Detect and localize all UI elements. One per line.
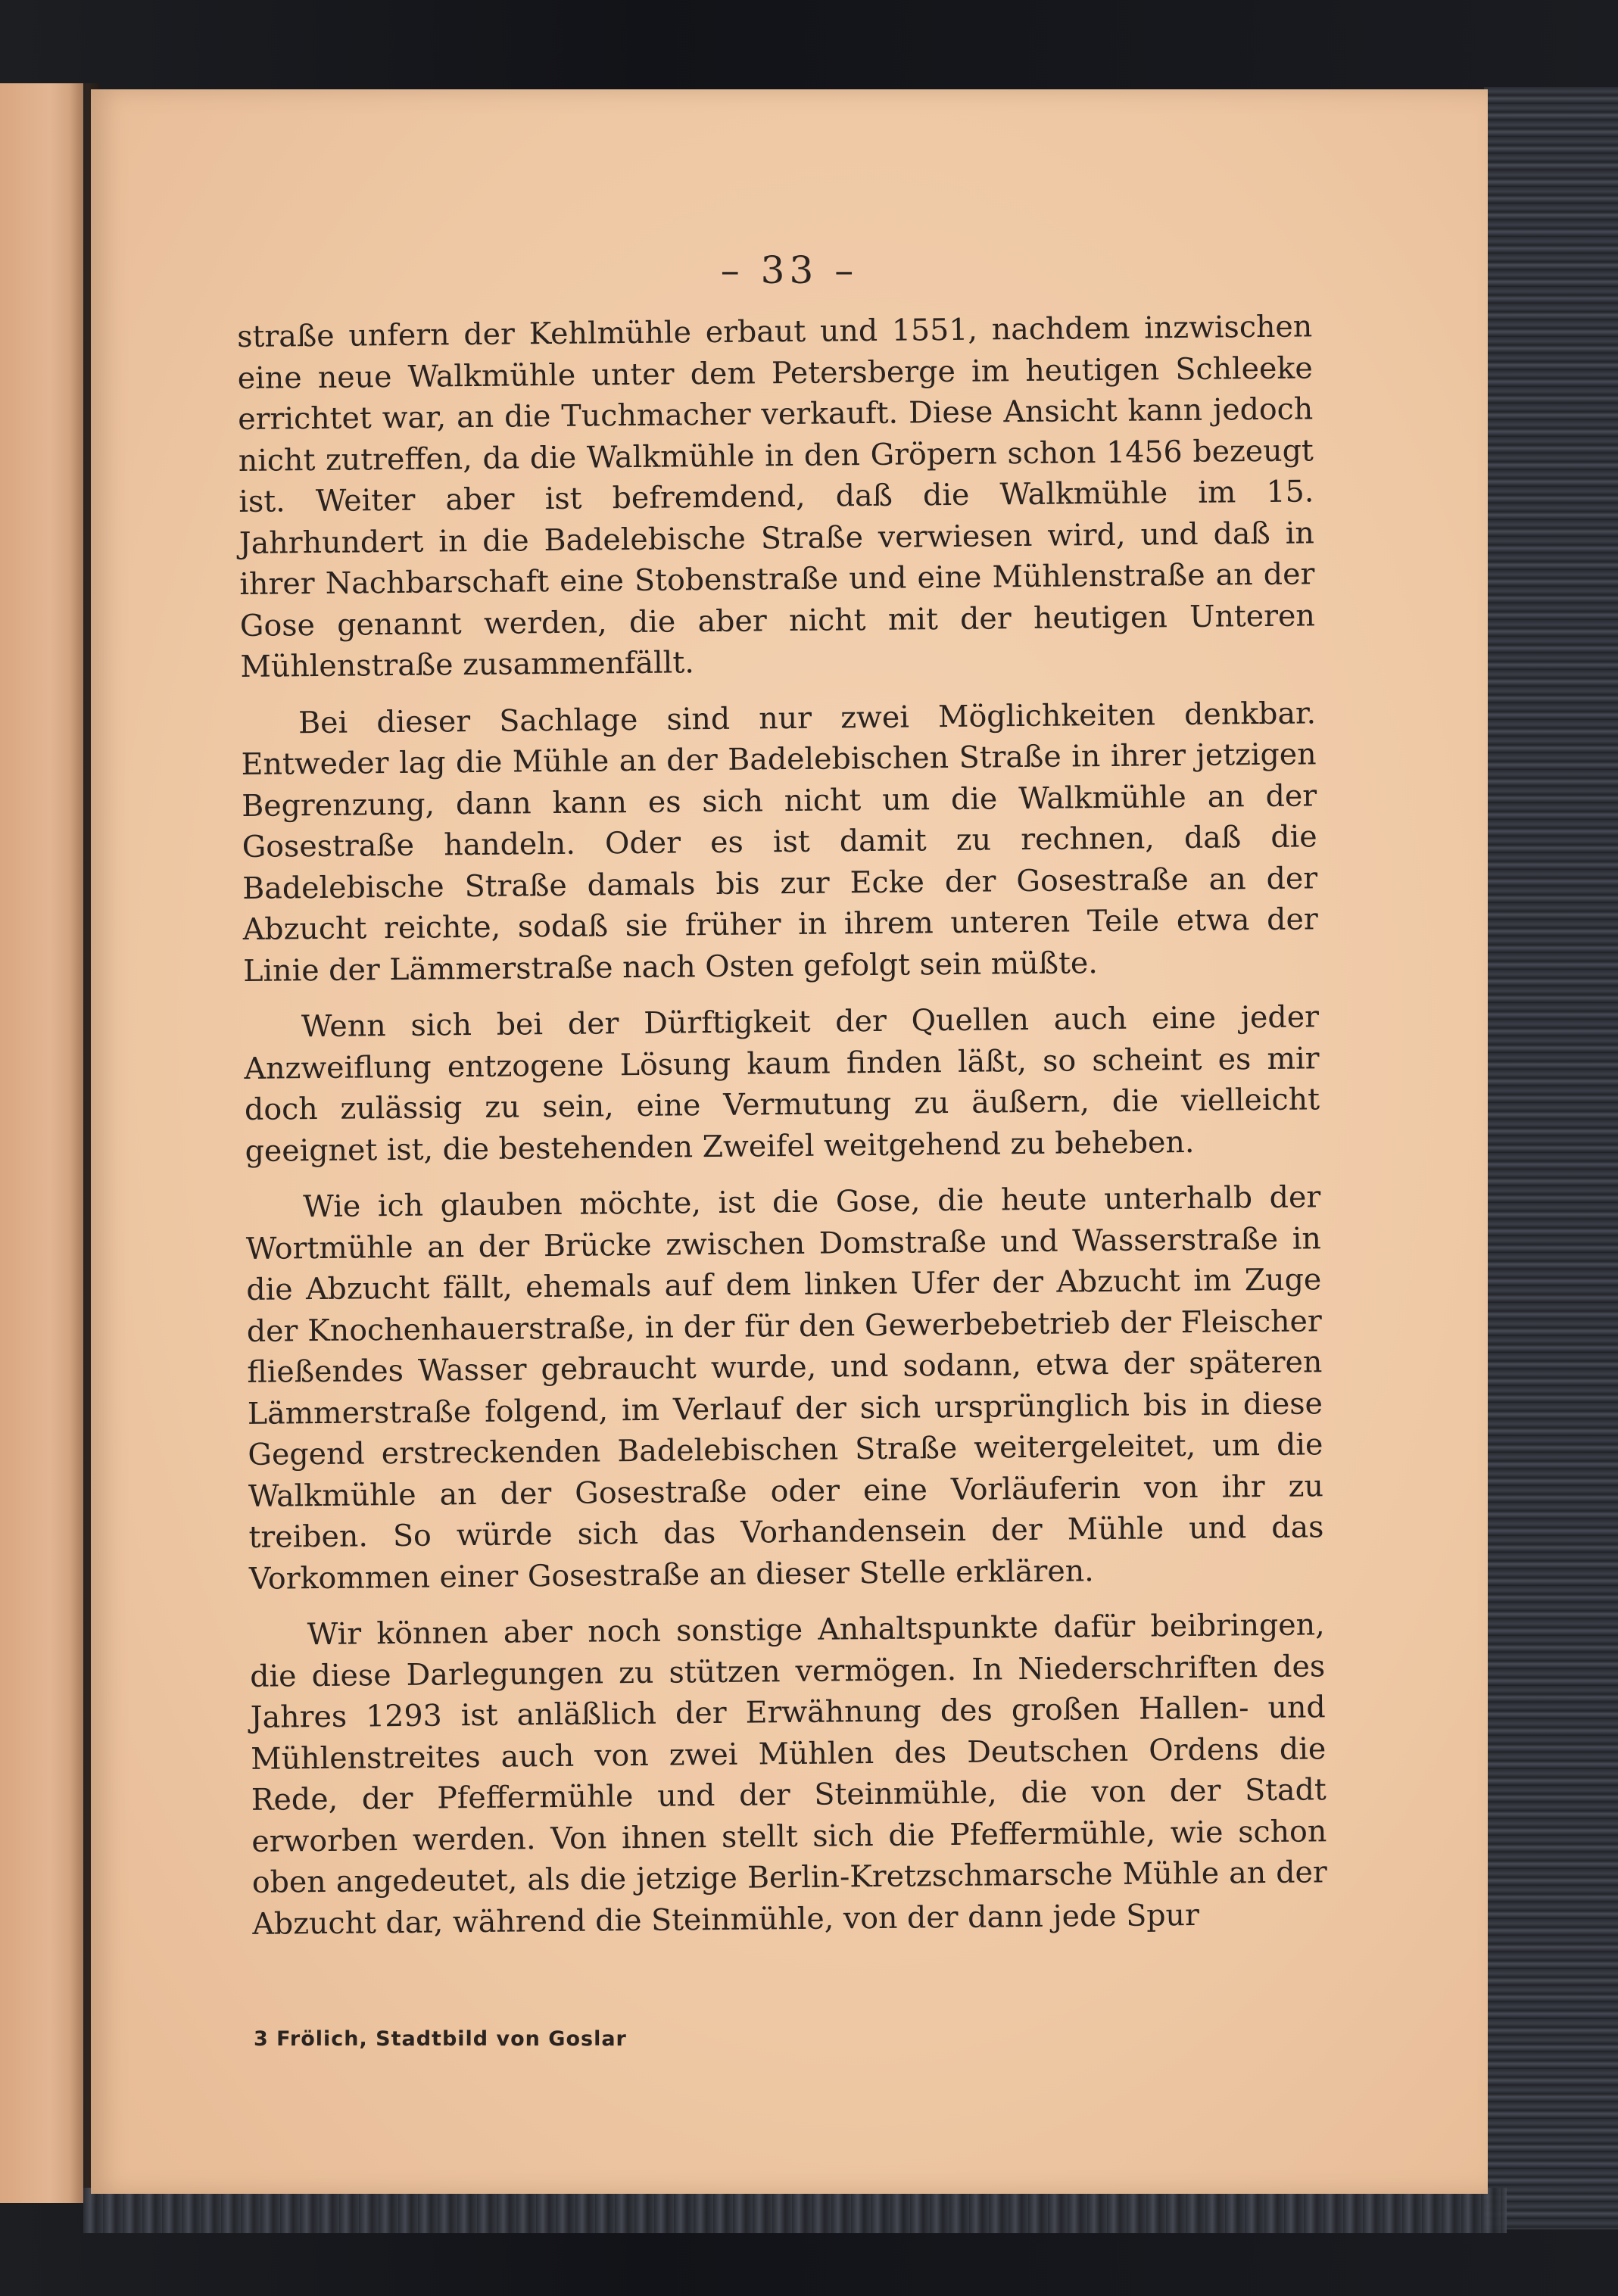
paragraph-3: Wenn sich bei der Dürftigkeit der Quellen auch eine jeder Anzweiflung entzogene Lösung kaum finden läßt, so scheint es mir doch zulässig zu sein, eine Vermutung zu äußern, die vielleicht geeignet ist, die bestehenden Zweifel weitgehend zu beheben. <box>244 999 1320 1169</box>
book-page <box>91 89 1488 2194</box>
paragraph-4: Wie ich glauben möchte, ist die Gose, die heute unterhalb der Wortmühle an der Brücke zwischen Domstraße und Wasserstraße in die Abzucht fällt, ehemals auf dem linken Ufer der Abzucht im Zuge der Knochenhauerstraße, in der für den Gewerbebetrieb der Fleischer fließendes Wasser gebraucht wurde, und sodann, etwa der späteren Lämmerstraße folgend, im Verlauf der sich ursprünglich bis in diese Gegend erstreckenden Badelebischen Straße weitergeleitet, um die Walkmühle an der Gosestraße oder eine Vorläuferin von ihr zu treiben. So würde sich das Vorhandensein der Mühle und das Vorkommen einer Gosestraße an dieser Stelle erklären. <box>245 1179 1324 1597</box>
paragraph-1: straße unfern der Kehlmühle erbaut und 1551, nachdem inzwischen eine neue Walkmühle unter dem Petersberge im heutigen Schleeke errichtet war, an die Tuchmacher verkauft. Diese Ansicht kann jedoch nicht zutreffen, da die Walkmühle in den Gröpern schon 1456 bezeugt ist. Weiter aber ist befremdend, daß die Walkmühle im 15. Jahrhundert in die Badelebische Straße verwiesen wird, und daß in ihrer Nachbarschaft eine Stobenstraße und eine Mühlenstraße an der Gose genannt werden, die aber nicht mit der heutigen Unteren Mühlenstraße zusammenfällt. <box>237 309 1316 684</box>
book-cover-edge <box>1484 87 1618 2229</box>
paragraph-2: Bei dieser Sachlage sind nur zwei Möglichkeiten denkbar. Entweder lag die Mühle an der Badelebischen Straße in ihrer jetzigen Begrenzung, dann kann es sich nicht um die Walkmühle an der Gosestraße handeln. Oder es ist damit zu rechnen, daß die Badelebische Straße damals bis zur Ecke der Gosestraße an der Abzucht reichte, sodaß sie früher in ihrem unteren Teile etwa der Linie der Lämmerstraße nach Osten gefolgt sein müßte. <box>241 695 1318 989</box>
book-bottom-edge <box>83 2188 1507 2233</box>
signature-footer: 3 Frölich, Stadtbild von Goslar <box>254 2027 627 2051</box>
page-number: – 33 – <box>720 248 859 292</box>
body-text <box>237 306 1328 1960</box>
paragraph-5: Wir können aber noch sonstige Anhaltspunkte dafür beibringen, die diese Darlegungen zu stützen vermögen. In Niederschriften des Jahres 1293 ist anläßlich der Erwähnung des großen Hallen- und Mühlenstreites auch von zwei Mühlen des Deutschen Ordens die Rede, der Pfeffermühle und der Steinmühle, die von der Stadt erworben werden. Von ihnen stellt sich die Pfeffermühle, wie schon oben angedeutet, als die jetzige Berlin-Kretzschmarsche Mühle an der Abzucht dar, während die Steinmühle, von der dann jede Spur <box>250 1607 1328 1942</box>
